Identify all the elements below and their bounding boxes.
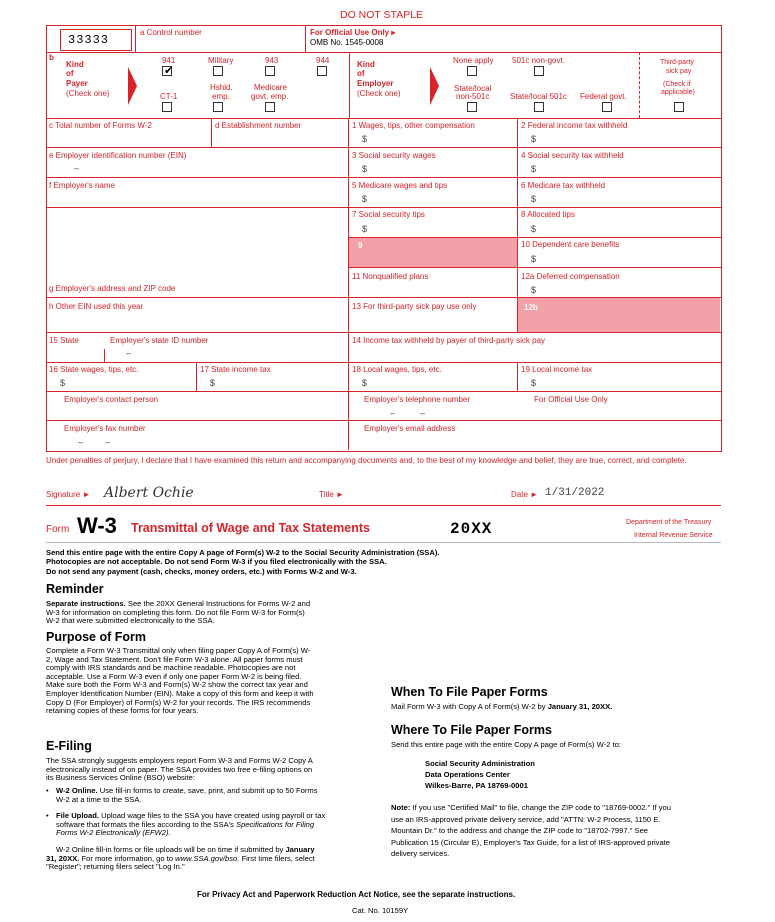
- dollar-12a: $: [531, 285, 537, 295]
- reminder-body: See the 20XX General Instructions for Forms W-2 and W-3 for information on completing this form. Do not file Form W-3 for Form(s) W-2 that were submitted electronically to the SSA.: [46, 599, 311, 626]
- field-12b: 12b: [524, 303, 538, 312]
- efiling-tail-2: For more information, go to: [79, 853, 176, 863]
- intro-line-1: Send this entire page with the entire Copy A page of Form(s) W-2 to the Social Security Administration (SSA).: [46, 548, 440, 557]
- where-address-1: Social Security Administration: [425, 759, 535, 768]
- dollar-1: $: [362, 134, 368, 144]
- dollar-16: $: [60, 378, 66, 388]
- form-code-w3: W-3: [77, 513, 117, 538]
- field-d: d Establishment number: [215, 121, 302, 130]
- cat-number: Cat. No. 10159Y: [352, 906, 409, 915]
- field-15-state-id: Employer's state ID number: [110, 336, 209, 345]
- field-2: 2 Federal income tax withheld: [521, 121, 628, 130]
- field-10: 10 Dependent care benefits: [521, 240, 620, 249]
- fax-dash-1: –: [78, 437, 84, 447]
- field-fax: Employer's fax number: [64, 424, 146, 433]
- fax-dash-2: –: [105, 437, 111, 447]
- reminder-heading: Reminder: [46, 582, 104, 596]
- payer-label-1: Kind: [66, 60, 84, 69]
- do-not-staple: DO NOT STAPLE: [340, 9, 424, 21]
- payer-label-2: of: [66, 69, 74, 78]
- checkbox-military[interactable]: [213, 66, 223, 76]
- field-official-use: For Official Use Only: [534, 395, 608, 404]
- field-8: 8 Allocated tips: [521, 210, 575, 219]
- when-bold: January 31, 20XX.: [547, 702, 613, 711]
- field-18: 18 Local wages, tips, etc.: [352, 365, 442, 374]
- field-1: 1 Wages, tips, other compensation: [352, 121, 475, 130]
- reminder-bold: Separate instructions.: [46, 599, 126, 608]
- checkbox-943[interactable]: [265, 66, 275, 76]
- efiling-b2-italic: Specifications for Filing Forms W-2 Electronically (EFW2).: [56, 819, 315, 838]
- employer-label-2: of: [357, 69, 365, 78]
- form-code: 33333: [68, 33, 110, 47]
- opt-medicare: Medicare: [254, 83, 287, 92]
- field-13: 13 For third-party sick pay use only: [352, 302, 477, 311]
- field-12a: 12a Deferred compensation: [521, 272, 620, 281]
- purpose-heading: Purpose of Form: [46, 630, 147, 644]
- opt-none-apply: None apply: [453, 56, 494, 65]
- intro-line-3: Do not send any payment (cash, checks, money orders, etc.) with Forms W-2 and W-3.: [46, 567, 357, 576]
- dept-irs: Internal Revenue Service: [634, 532, 713, 539]
- efiling-tail-bold: January 31, 20XX.: [46, 845, 315, 863]
- dollar-4: $: [531, 164, 537, 174]
- dollar-18: $: [362, 378, 368, 388]
- signature-label: Signature ►: [46, 490, 91, 499]
- b-label: b: [49, 53, 54, 62]
- field-17: 17 State income tax: [200, 365, 271, 374]
- efiling-b1-text: Use fill-in forms to create, save, print, and submit up to 50 Forms W-2 at a time to the SSA.: [56, 786, 318, 804]
- efiling-b2-bold: File Upload.: [56, 811, 100, 820]
- date-value[interactable]: 1/31/2022: [545, 487, 605, 499]
- phone-dash-1: –: [390, 408, 396, 418]
- field-7: 7 Social security tips: [352, 210, 425, 219]
- employer-label-1: Kind: [357, 60, 375, 69]
- checkbox-501c-nongovt[interactable]: [534, 66, 544, 76]
- checkbox-state-local-non501c[interactable]: [467, 102, 477, 112]
- efiling-tail-italic: www.SSA.gov/bso.: [175, 853, 240, 863]
- checkbox-944[interactable]: [317, 66, 327, 76]
- box-9-shaded: [349, 238, 517, 267]
- third-party-1: Third-party: [660, 59, 694, 66]
- opt-military: Military: [208, 56, 234, 65]
- when-heading: When To File Paper Forms: [391, 685, 548, 699]
- where-address-3: Wilkes-Barre, PA 18769-0001: [425, 781, 528, 790]
- state-id-dash: –: [126, 348, 132, 358]
- checkbox-medicare[interactable]: [265, 102, 275, 112]
- field-19: 19 Local income tax: [521, 365, 593, 374]
- opt-federal-govt: Federal govt.: [580, 92, 627, 101]
- opt-hshld: Hshld.: [210, 83, 233, 92]
- field-email: Employer's email address: [364, 424, 456, 433]
- form-year: 20XX: [450, 520, 493, 538]
- dollar-17: $: [210, 378, 216, 388]
- efiling-bullet-1: • W-2 Online. Use fill-in forms to create, save, print, and submit up to 50 Forms W-2 at a time to the SSA.: [46, 786, 318, 804]
- note-bold: Note:: [391, 803, 411, 812]
- perjury-statement: Under penalties of perjury, I declare that I have examined this return and accompanying documents and, to the best of my knowledge and belief, they are true, correct, and complete.: [46, 456, 687, 465]
- dollar-10: $: [531, 254, 537, 264]
- box-12b-shaded: [518, 298, 720, 332]
- efiling-tail: [46, 846, 320, 872]
- checkbox-third-party[interactable]: [674, 102, 684, 112]
- efiling-tail-3: First time filers, select "Register"; returning filers select "Log In.": [46, 853, 315, 872]
- opt-501c-nongovt: 501c non-govt.: [512, 56, 565, 65]
- field-g: g Employer's address and ZIP code: [49, 284, 176, 293]
- ein-dash: –: [74, 163, 80, 173]
- checkbox-state-local-501c[interactable]: [534, 102, 544, 112]
- third-party-note-2: applicable): [661, 89, 695, 96]
- checkbox-ct1[interactable]: [162, 102, 172, 112]
- intro-line-2: Photocopies are not acceptable. Do not send Form W-3 if you filed electronically with the SSA.: [46, 557, 387, 566]
- field-3: 3 Social security wages: [352, 151, 436, 160]
- checkbox-hshld[interactable]: [213, 102, 223, 112]
- dollar-8: $: [531, 224, 537, 234]
- form-title: Transmittal of Wage and Tax Statements: [131, 521, 370, 535]
- phone-dash-2: –: [420, 408, 426, 418]
- dollar-5: $: [362, 194, 368, 204]
- opt-state-local-501c: State/local 501c: [510, 92, 567, 101]
- opt-medicare-govt: govt. emp.: [251, 92, 289, 101]
- payer-check-one: (Check one): [66, 89, 110, 98]
- field-9: 9: [358, 241, 363, 250]
- field-11: 11 Nonqualified plans: [352, 272, 429, 281]
- when-body: Mail Form W-3 with Copy A of Form(s) W-2 by: [391, 702, 548, 711]
- efiling-text: The SSA strongly suggests employers report Form W-3 and Forms W-2 Copy A electronically instead of on paper. The SSA provides two free e-filing options on its Business Services Online (BSO) website:: [46, 756, 313, 783]
- where-text: Send this entire page with the entire Copy A page of Form(s) W-2 to:: [391, 740, 621, 749]
- efiling-bullet-2: • File Upload. Upload wage files to the SSA you have created using payroll or tax software that formats the files according to the SSA's Specifications for Filing Forms W-2 Electronically (EFW2).: [46, 811, 326, 838]
- efiling-heading: E-Filing: [46, 739, 92, 753]
- dollar-19: $: [531, 378, 537, 388]
- when-text: [391, 703, 612, 712]
- checkbox-941[interactable]: [162, 66, 172, 76]
- omb-number: OMB No. 1545-0008: [310, 38, 384, 47]
- form-word: Form: [46, 524, 70, 535]
- dollar-6: $: [531, 194, 537, 204]
- checkbox-federal-govt[interactable]: [602, 102, 612, 112]
- note-body: If you use "Certified Mail" to file, change the ZIP code to "18769-0002." If you use an IRS-approved private delivery service, add "ATTN: W-2 Process, 1150 E. Mountain Dr." to the address and change the ZIP code to "18702-7997." See Publication 15 (Circular E), Employer's Tax Guide, for a list of IRS-approved private delivery services.: [391, 803, 671, 858]
- opt-non-501c: non-501c: [456, 92, 490, 101]
- third-party-2: sick pay: [666, 68, 692, 75]
- purpose-text: Complete a Form W-3 Transmittal only when filing paper Copy A of Form(s) W-2, Wage and Tax Statement. Don't file Form W-3 alone. All paper forms must comply with IRS standards and be machine readable. Photocopies are not acceptable. Use a Form W-3 even if only one paper Form W-2 is being filed. Make sure both the Form W-3 and Form(s) W-2 show the correct tax year and Employer Identification Number (EIN). Make a copy of this form and keep it with Copy D (For Employer) of Form(s) W-2 for your records. The IRS recommends retaining copies of these forms for four years.: [46, 646, 314, 716]
- efiling-b2-text: Upload wage files to the SSA you have created using payroll or tax software that formats the files according to the SSA's: [56, 811, 326, 829]
- check-mark-icon: ✔: [164, 65, 174, 77]
- field-14: 14 Income tax withheld by payer of third-party sick pay: [352, 336, 545, 345]
- field-4: 4 Social security tax withheld: [521, 151, 624, 160]
- date-label: Date ►: [511, 490, 539, 499]
- field-5: 5 Medicare wages and tips: [352, 181, 448, 190]
- payer-arrow: [128, 67, 137, 105]
- field-e: e Employer identification number (EIN): [49, 151, 187, 160]
- third-party-note-1: (Check if: [663, 81, 691, 88]
- dept-treasury: Department of the Treasury: [626, 519, 712, 526]
- where-address-2: Data Operations Center: [425, 770, 510, 779]
- field-15: 15 State: [49, 336, 79, 345]
- field-16: 16 State wages, tips, etc.: [49, 365, 139, 374]
- employer-label-3: Employer: [357, 79, 394, 88]
- note-text: [391, 802, 677, 860]
- efiling-tail-1: W-2 Online fill-in forms or file uploads will be on time if submitted by: [56, 845, 286, 854]
- where-heading: Where To File Paper Forms: [391, 723, 552, 737]
- opt-941: 941: [162, 56, 176, 65]
- field-contact: Employer's contact person: [64, 395, 159, 404]
- control-number-label: a Control number: [140, 28, 202, 37]
- dollar-2: $: [531, 134, 537, 144]
- title-label: Title ►: [319, 490, 344, 499]
- employer-arrow: [430, 67, 439, 105]
- privacy-notice: For Privacy Act and Paperwork Reduction Act Notice, see the separate instructions.: [197, 890, 516, 899]
- field-h: h Other EIN used this year: [49, 302, 144, 311]
- opt-ct1: CT-1: [160, 92, 178, 101]
- reminder-text: [46, 600, 316, 626]
- official-use-label: For Official Use Only ▸: [310, 28, 396, 37]
- field-f: f Employer's name: [49, 181, 115, 190]
- employer-check-one: (Check one): [357, 89, 401, 98]
- opt-944: 944: [316, 56, 330, 65]
- dollar-3: $: [362, 164, 368, 174]
- field-c: c Total number of Forms W-2: [49, 121, 152, 130]
- checkbox-none-apply[interactable]: [467, 66, 477, 76]
- field-6: 6 Medicare tax withheld: [521, 181, 606, 190]
- efiling-b1-bold: W-2 Online.: [56, 786, 98, 795]
- payer-label-3: Payer: [66, 79, 88, 88]
- opt-state-local: State/local: [454, 84, 492, 93]
- signature-value[interactable]: Albert Ochie: [104, 485, 194, 501]
- dollar-7: $: [362, 224, 368, 234]
- field-phone: Employer's telephone number: [364, 395, 471, 404]
- opt-hshld-emp: emp.: [212, 92, 230, 101]
- opt-943: 943: [265, 56, 279, 65]
